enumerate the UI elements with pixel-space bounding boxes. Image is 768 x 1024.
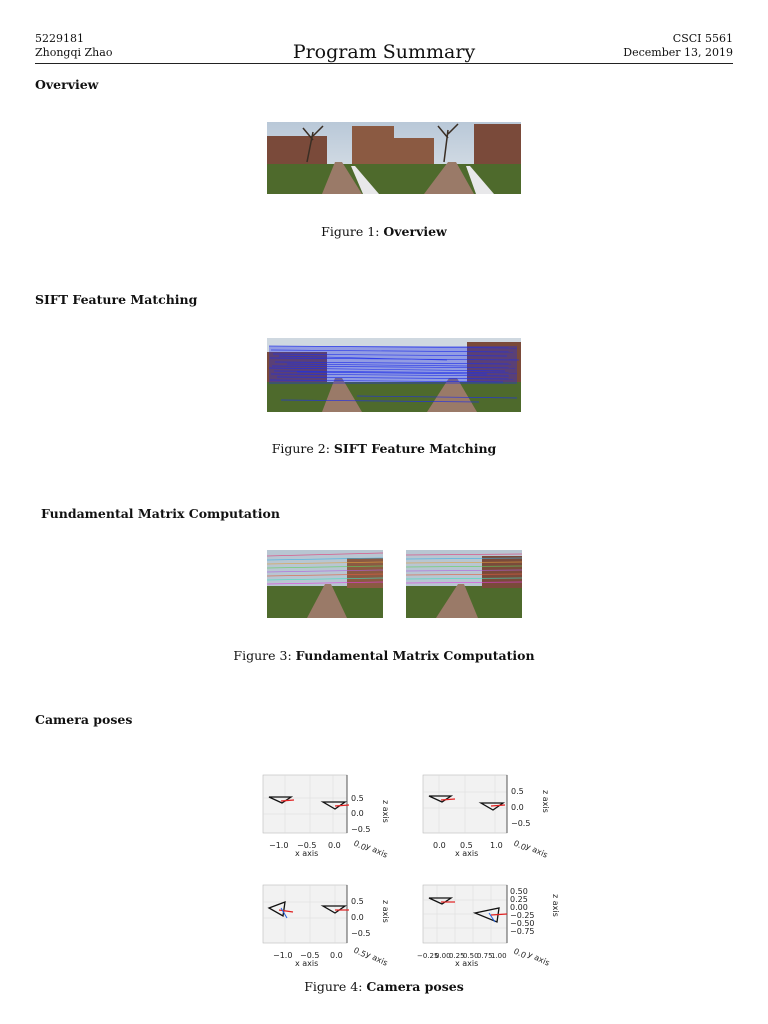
y-tick: 0.0 bbox=[512, 946, 528, 961]
student-id: 5229181 bbox=[35, 32, 84, 45]
sift-matching-image bbox=[267, 338, 521, 412]
figure-1-caption bbox=[0, 224, 768, 239]
camera-plot-top-right bbox=[415, 770, 560, 860]
x-tick-1: −0.25 bbox=[417, 952, 439, 960]
z-tick-3: 0.00 bbox=[510, 903, 528, 912]
x-axis-label: x axis bbox=[455, 959, 479, 968]
x-tick-2: −0.5 bbox=[300, 951, 320, 960]
x-tick-2: 0.5 bbox=[460, 841, 473, 850]
y-tick: 0.0 bbox=[512, 838, 528, 853]
y-axis-label: y axis bbox=[526, 949, 552, 968]
z-axis-label: z axis bbox=[381, 900, 390, 923]
z-tick-2: 0.0 bbox=[351, 809, 364, 818]
z-tick-5: −0.50 bbox=[510, 919, 535, 928]
figure-4-caption bbox=[0, 979, 768, 994]
overview-image bbox=[267, 122, 521, 194]
z-tick-1: 0.50 bbox=[510, 887, 528, 896]
z-tick-6: −0.75 bbox=[510, 927, 535, 936]
z-axis-label: z axis bbox=[381, 800, 390, 823]
figure-1-title: Overview bbox=[383, 224, 447, 239]
x-axis-label: x axis bbox=[295, 849, 319, 858]
figure-1-prefix: Figure 1: bbox=[321, 224, 380, 239]
z-tick-4: −0.25 bbox=[510, 911, 535, 920]
x-tick-3: 1.0 bbox=[490, 841, 503, 850]
x-tick-3: 0.0 bbox=[330, 951, 343, 960]
x-axis-label: x axis bbox=[295, 959, 319, 968]
z-tick-3: −0.5 bbox=[351, 929, 371, 938]
z-tick-2: 0.0 bbox=[511, 803, 524, 812]
figure-3-caption bbox=[0, 648, 768, 663]
figure-4-prefix: Figure 4: bbox=[304, 979, 363, 994]
x-tick-1: −1.0 bbox=[269, 841, 289, 850]
z-tick-3: −0.5 bbox=[511, 819, 531, 828]
figure-2-prefix: Figure 2: bbox=[271, 441, 330, 456]
camera-plot-bottom-left bbox=[255, 880, 395, 970]
epipolar-right-image bbox=[406, 550, 522, 618]
section-fundamental: Fundamental Matrix Computation bbox=[41, 506, 280, 521]
z-axis-label: z axis bbox=[551, 894, 560, 917]
figure-2-caption bbox=[0, 441, 768, 456]
section-sift: SIFT Feature Matching bbox=[35, 292, 198, 307]
y-axis-label: y axis bbox=[364, 841, 390, 860]
x-tick-2: −0.5 bbox=[297, 841, 317, 850]
date: December 13, 2019 bbox=[623, 46, 733, 59]
y-tick: 0.5 bbox=[352, 945, 368, 960]
z-tick-1: 0.5 bbox=[351, 897, 364, 906]
section-overview: Overview bbox=[35, 77, 99, 92]
x-tick-3: 0.25 bbox=[449, 952, 465, 960]
figure-3-title: Fundamental Matrix Computation bbox=[295, 648, 535, 663]
camera-plot-bottom-right bbox=[415, 880, 565, 970]
author-name: Zhongqi Zhao bbox=[35, 46, 113, 59]
x-tick-1: −1.0 bbox=[273, 951, 293, 960]
z-tick-1: 0.5 bbox=[351, 794, 364, 803]
x-tick-6: 1.00 bbox=[491, 952, 507, 960]
header-rule bbox=[35, 63, 733, 64]
z-tick-1: 0.5 bbox=[511, 787, 524, 796]
x-tick-4: 0.50 bbox=[463, 952, 479, 960]
z-tick-2: 0.25 bbox=[510, 895, 528, 904]
x-axis-label: x axis bbox=[455, 849, 479, 858]
z-tick-3: −0.5 bbox=[351, 825, 371, 834]
x-tick-1: 0.0 bbox=[433, 841, 446, 850]
z-tick-2: 0.0 bbox=[351, 913, 364, 922]
figure-3-prefix: Figure 3: bbox=[233, 648, 292, 663]
page-title: Program Summary bbox=[292, 41, 476, 63]
x-tick-3: 0.0 bbox=[328, 841, 341, 850]
x-tick-2: 0.00 bbox=[435, 952, 451, 960]
figure-2-title: SIFT Feature Matching bbox=[333, 441, 497, 456]
y-axis-label: y axis bbox=[364, 949, 390, 968]
camera-plot-top-left bbox=[255, 770, 395, 860]
z-axis-label: z axis bbox=[541, 790, 550, 813]
x-tick-5: 0.75 bbox=[477, 952, 493, 960]
y-axis-label: y axis bbox=[524, 841, 550, 860]
figure-4-title: Camera poses bbox=[366, 979, 464, 994]
epipolar-left-image bbox=[267, 550, 383, 618]
course-code: CSCI 5561 bbox=[672, 32, 733, 45]
section-camera: Camera poses bbox=[35, 712, 133, 727]
y-tick: 0.0 bbox=[352, 838, 368, 853]
